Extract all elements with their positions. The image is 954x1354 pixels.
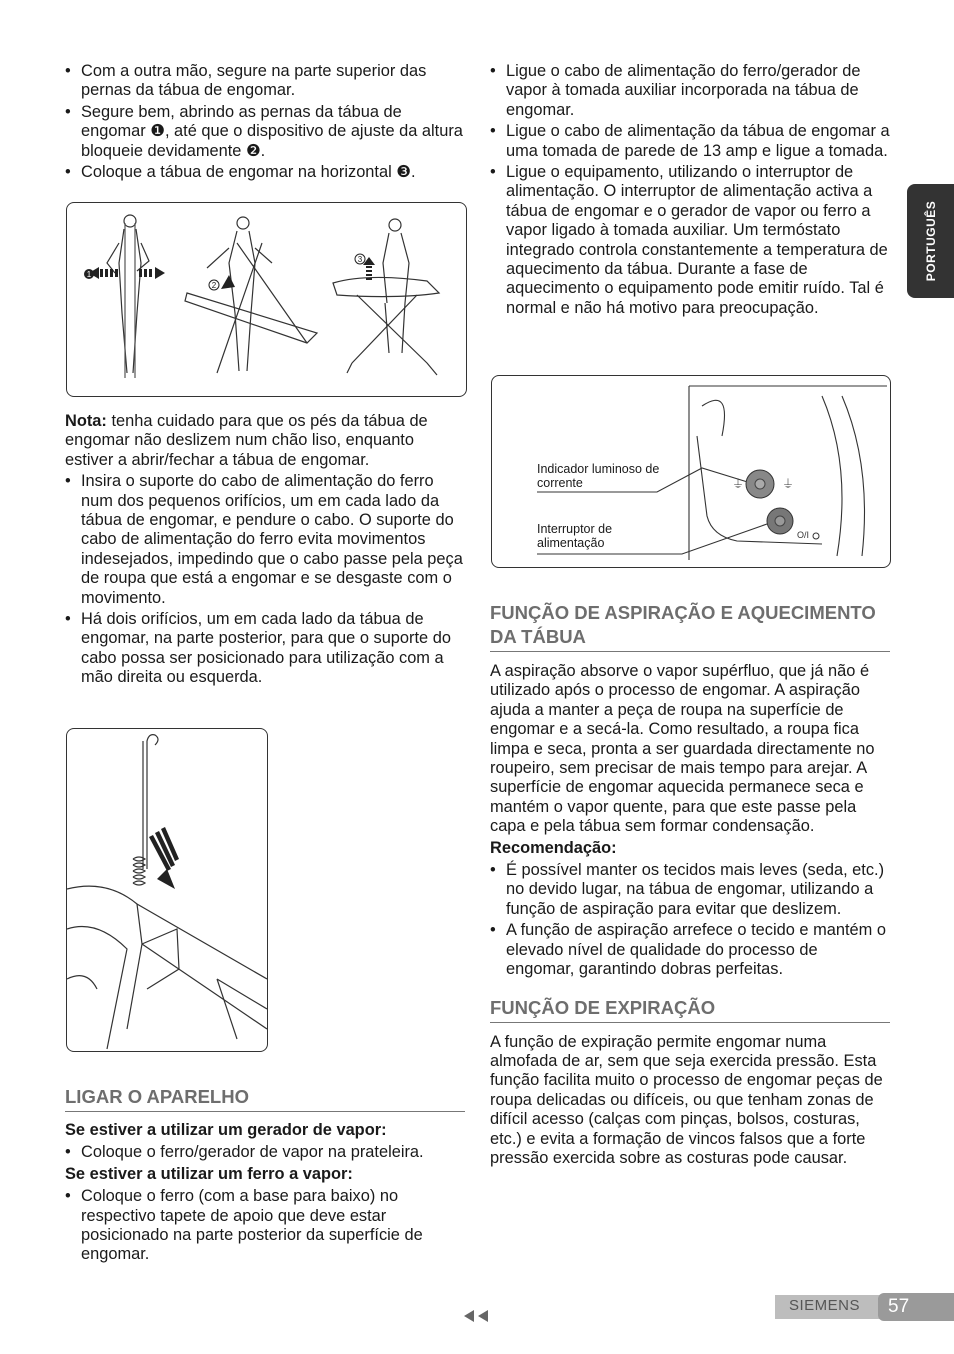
control-panel-illustration — [492, 376, 890, 567]
subheading-recommendation: Recomendação: — [490, 838, 617, 857]
blowing-paragraph: A função de expiração permite engomar numa almofada de ar, sem que seja exercida pressão. Esta função facilita muito o processo de engomar peças de roupa delicadas ou difíceis, ou que tenham zonas de difícil acesso (calças com pinças, bolsos, costuras, etc.) e evita a formação de vincos falsos que a forte pressão exercida sobre as costuras pode causar. — [490, 1032, 883, 1167]
list-item: • Ligue o equipamento, utilizando o interruptor de alimentação. O interruptor de alimentação activa a tábua de engomar e o gerador de vapor ou ferro a vapor ligado à tomada auxiliar. Um termóstato integrado controla constantemente a temperatura de aquecimento da tábua. Durante a fase de aquecimento o equipamento pode emitir ruído. Tal é normal e não há motivo para preocupação. — [490, 163, 890, 318]
left-column — [65, 62, 465, 184]
language-tab-label: PORTUGUÊS — [923, 200, 938, 282]
steam-iron-list — [65, 1187, 465, 1265]
power-indicator-label: Indicador luminoso de corrente — [537, 462, 660, 490]
control-panel-figure — [491, 375, 891, 568]
recommendation-list — [490, 861, 890, 979]
cable-holder-figure — [66, 728, 268, 1052]
note-paragraph — [65, 412, 465, 470]
left-column-bottom — [65, 1085, 465, 1267]
subheading-steam-generator: Se estiver a utilizar um gerador de vapor: — [65, 1121, 387, 1139]
cable-holder-illustration — [67, 729, 267, 1051]
list-item: • É possível manter os tecidos mais leves (seda, etc.) no devido lugar, na tábua de engomar, utilizando a função de aspiração para evitar que deslizem. — [490, 861, 890, 919]
unfold-board-illustration — [67, 203, 466, 396]
brand-name: SIEMENS — [789, 1297, 861, 1314]
step-2-label: 2 — [211, 281, 217, 290]
right-column-bottom — [490, 601, 890, 1168]
power-switch-label: Interruptor de alimentação — [537, 522, 613, 550]
suction-paragraph: A aspiração absorve o vapor supérfluo, que já não é utilizado após o processo de engomar. A aspiração ajuda a manter a peça de roupa na superfície de engomar e a secá-la. Como resultado, a roupa fica limpa e seca, pronta a ser guardada directamente no roupeiro, sem precisar de mais tempo para arejar. A superfície de engomar aquecida permanece seca e mantém o vapor quente, para que este passe pela capa e pela tábua sem formar condensação. — [490, 662, 875, 836]
step-3-label: 3 — [357, 255, 363, 264]
list-item: • Coloque o ferro/gerador de vapor na prateleira. — [65, 1143, 465, 1162]
step-1-label: 1 — [86, 270, 92, 279]
unfold-board-figure — [66, 202, 467, 397]
list-item: • Coloque o ferro (com a base para baixo) no respectivo tapete de apoio que deve estar posicionado na parte posterior da superfície de engomar. — [65, 1187, 465, 1265]
page-number: 57 — [878, 1293, 954, 1321]
list-item: • Segure bem, abrindo as pernas da tábua de engomar ❶, até que o dispositivo de ajuste da altura bloqueie devidamente ❷. — [65, 103, 465, 161]
list-item: • Com a outra mão, segure na parte superior das pernas da tábua de engomar. — [65, 62, 465, 101]
heading-suction-heating: FUNÇÃO DE ASPIRAÇÃO E AQUECIMENTO DA TÁBUA — [490, 601, 890, 652]
list-item: • Ligue o cabo de alimentação da tábua de engomar a uma tomada de parede de 13 amp e ligue a tomada. — [490, 122, 890, 161]
steam-generator-list — [65, 1143, 465, 1162]
cable-holder-list — [65, 472, 465, 687]
svg-text:⏚: ⏚ — [732, 477, 745, 491]
language-tab — [907, 184, 954, 298]
note-label: Nota: — [65, 412, 107, 430]
setup-steps-list — [65, 62, 465, 182]
double-left-arrow-icon[interactable] — [462, 1309, 492, 1323]
list-item: • Ligue o cabo de alimentação do ferro/gerador de vapor à tomada auxiliar incorporada na tábua de engomar. — [490, 62, 890, 120]
list-item: • Insira o suporte do cabo de alimentação do ferro num dos pequenos orifícios, um em cada lado da tábua de engomar, e pendure o cabo. O suporte do cabo de alimentação do ferro evita movimentos indesejados, impedindo que o cabo passe pela peça de roupa que está a engomar e se desgaste com o movimento. — [65, 472, 465, 608]
list-item: • Coloque a tábua de engomar na horizontal ❸. — [65, 163, 465, 182]
subheading-steam-iron: Se estiver a utilizar um ferro a vapor: — [65, 1164, 353, 1183]
note-text: tenha cuidado para que os pés da tábua de engomar não deslizem num chão liso, enquanto estiver a abrir/fechar a tábua de engomar. — [65, 412, 428, 469]
list-item: • A função de aspiração arrefece o tecido e mantém o elevado nível de qualidade do processo de engomar, garantindo dobras perfeitas. — [490, 921, 890, 979]
right-column — [490, 62, 890, 320]
svg-text:O/I: O/I — [797, 530, 810, 540]
svg-text:⏚: ⏚ — [782, 477, 795, 491]
power-connection-list — [490, 62, 890, 318]
list-item: • Há dois orifícios, um em cada lado da tábua de engomar, na parte posterior, para que o suporte do cabo possa ser posicionado para utilização com a mão direita ou esquerda. — [65, 610, 465, 688]
heading-ligar-o-aparelho: LIGAR O APARELHO — [65, 1085, 465, 1112]
left-column-mid — [65, 412, 465, 690]
heading-blowing-function: FUNÇÃO DE EXPIRAÇÃO — [490, 996, 890, 1023]
